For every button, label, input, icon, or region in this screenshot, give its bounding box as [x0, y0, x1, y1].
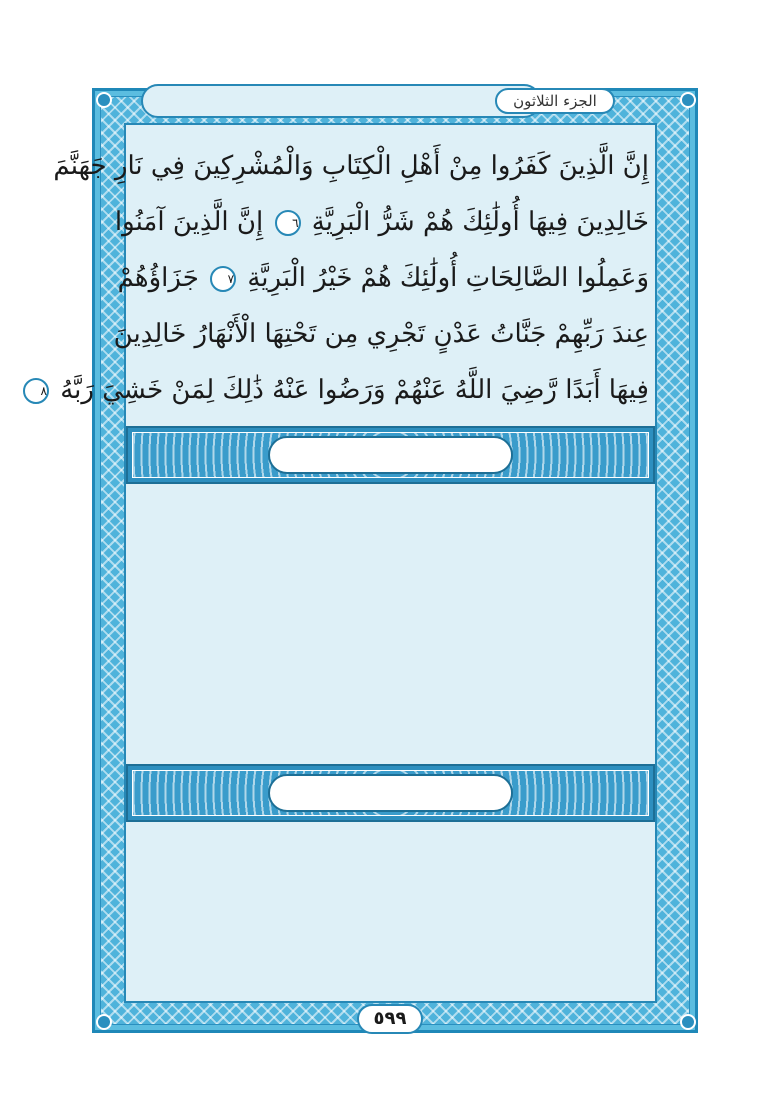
page-number: ٥٩٩ [357, 1004, 423, 1034]
verse-line [40, 362, 649, 418]
header-tab [141, 84, 541, 118]
verse-text-segment: جَزَاؤُهُمْ [117, 263, 199, 293]
verse-line [113, 306, 649, 362]
verse-text-segment: فِيهَا أَبَدًا رَّضِيَ اللَّهُ عَنْهُمْ وَرَضُوا عَنْهُ ذَٰلِكَ لِمَنْ خَشِيَ رَبَّهُ [60, 375, 649, 405]
corner-ornament-icon [96, 92, 112, 108]
ayah-number-marker: ٦ [275, 210, 301, 236]
verse-text-segment: إِنَّ الَّذِينَ كَفَرُوا مِنْ أَهْلِ الْكِتَابِ وَالْمُشْرِكِينَ فِي نَارِ جَهَنَّمَ [53, 151, 649, 181]
corner-ornament-icon [680, 92, 696, 108]
sura-title [268, 774, 513, 812]
verse-text-segment: عِندَ رَبِّهِمْ جَنَّاتُ عَدْنٍ تَجْرِي مِن تَحْتِهَا الْأَنْهَارُ خَالِدِينَ [113, 319, 649, 349]
verse-text-segment: وَعَمِلُوا الصَّالِحَاتِ أُولَٰئِكَ هُمْ خَيْرُ الْبَرِيَّةِ [247, 263, 649, 293]
verse-text [40, 138, 649, 418]
corner-ornament-icon [680, 1014, 696, 1030]
sura-header-band [126, 764, 655, 822]
sura-header-band [126, 426, 655, 484]
verse-text-segment: إِنَّ الَّذِينَ آمَنُوا [114, 207, 264, 237]
verse-line [53, 138, 649, 194]
verse-line [117, 250, 649, 306]
ayah-number-marker: ٧ [210, 266, 236, 292]
ayah-number-marker: ٨ [23, 378, 49, 404]
juz-label: الجزء الثلاثون [495, 88, 615, 114]
sura-title [268, 436, 513, 474]
corner-ornament-icon [96, 1014, 112, 1030]
verse-text-segment: خَالِدِينَ فِيهَا أُولَٰئِكَ هُمْ شَرُّ الْبَرِيَّةِ [311, 207, 649, 237]
verse-line [114, 194, 649, 250]
